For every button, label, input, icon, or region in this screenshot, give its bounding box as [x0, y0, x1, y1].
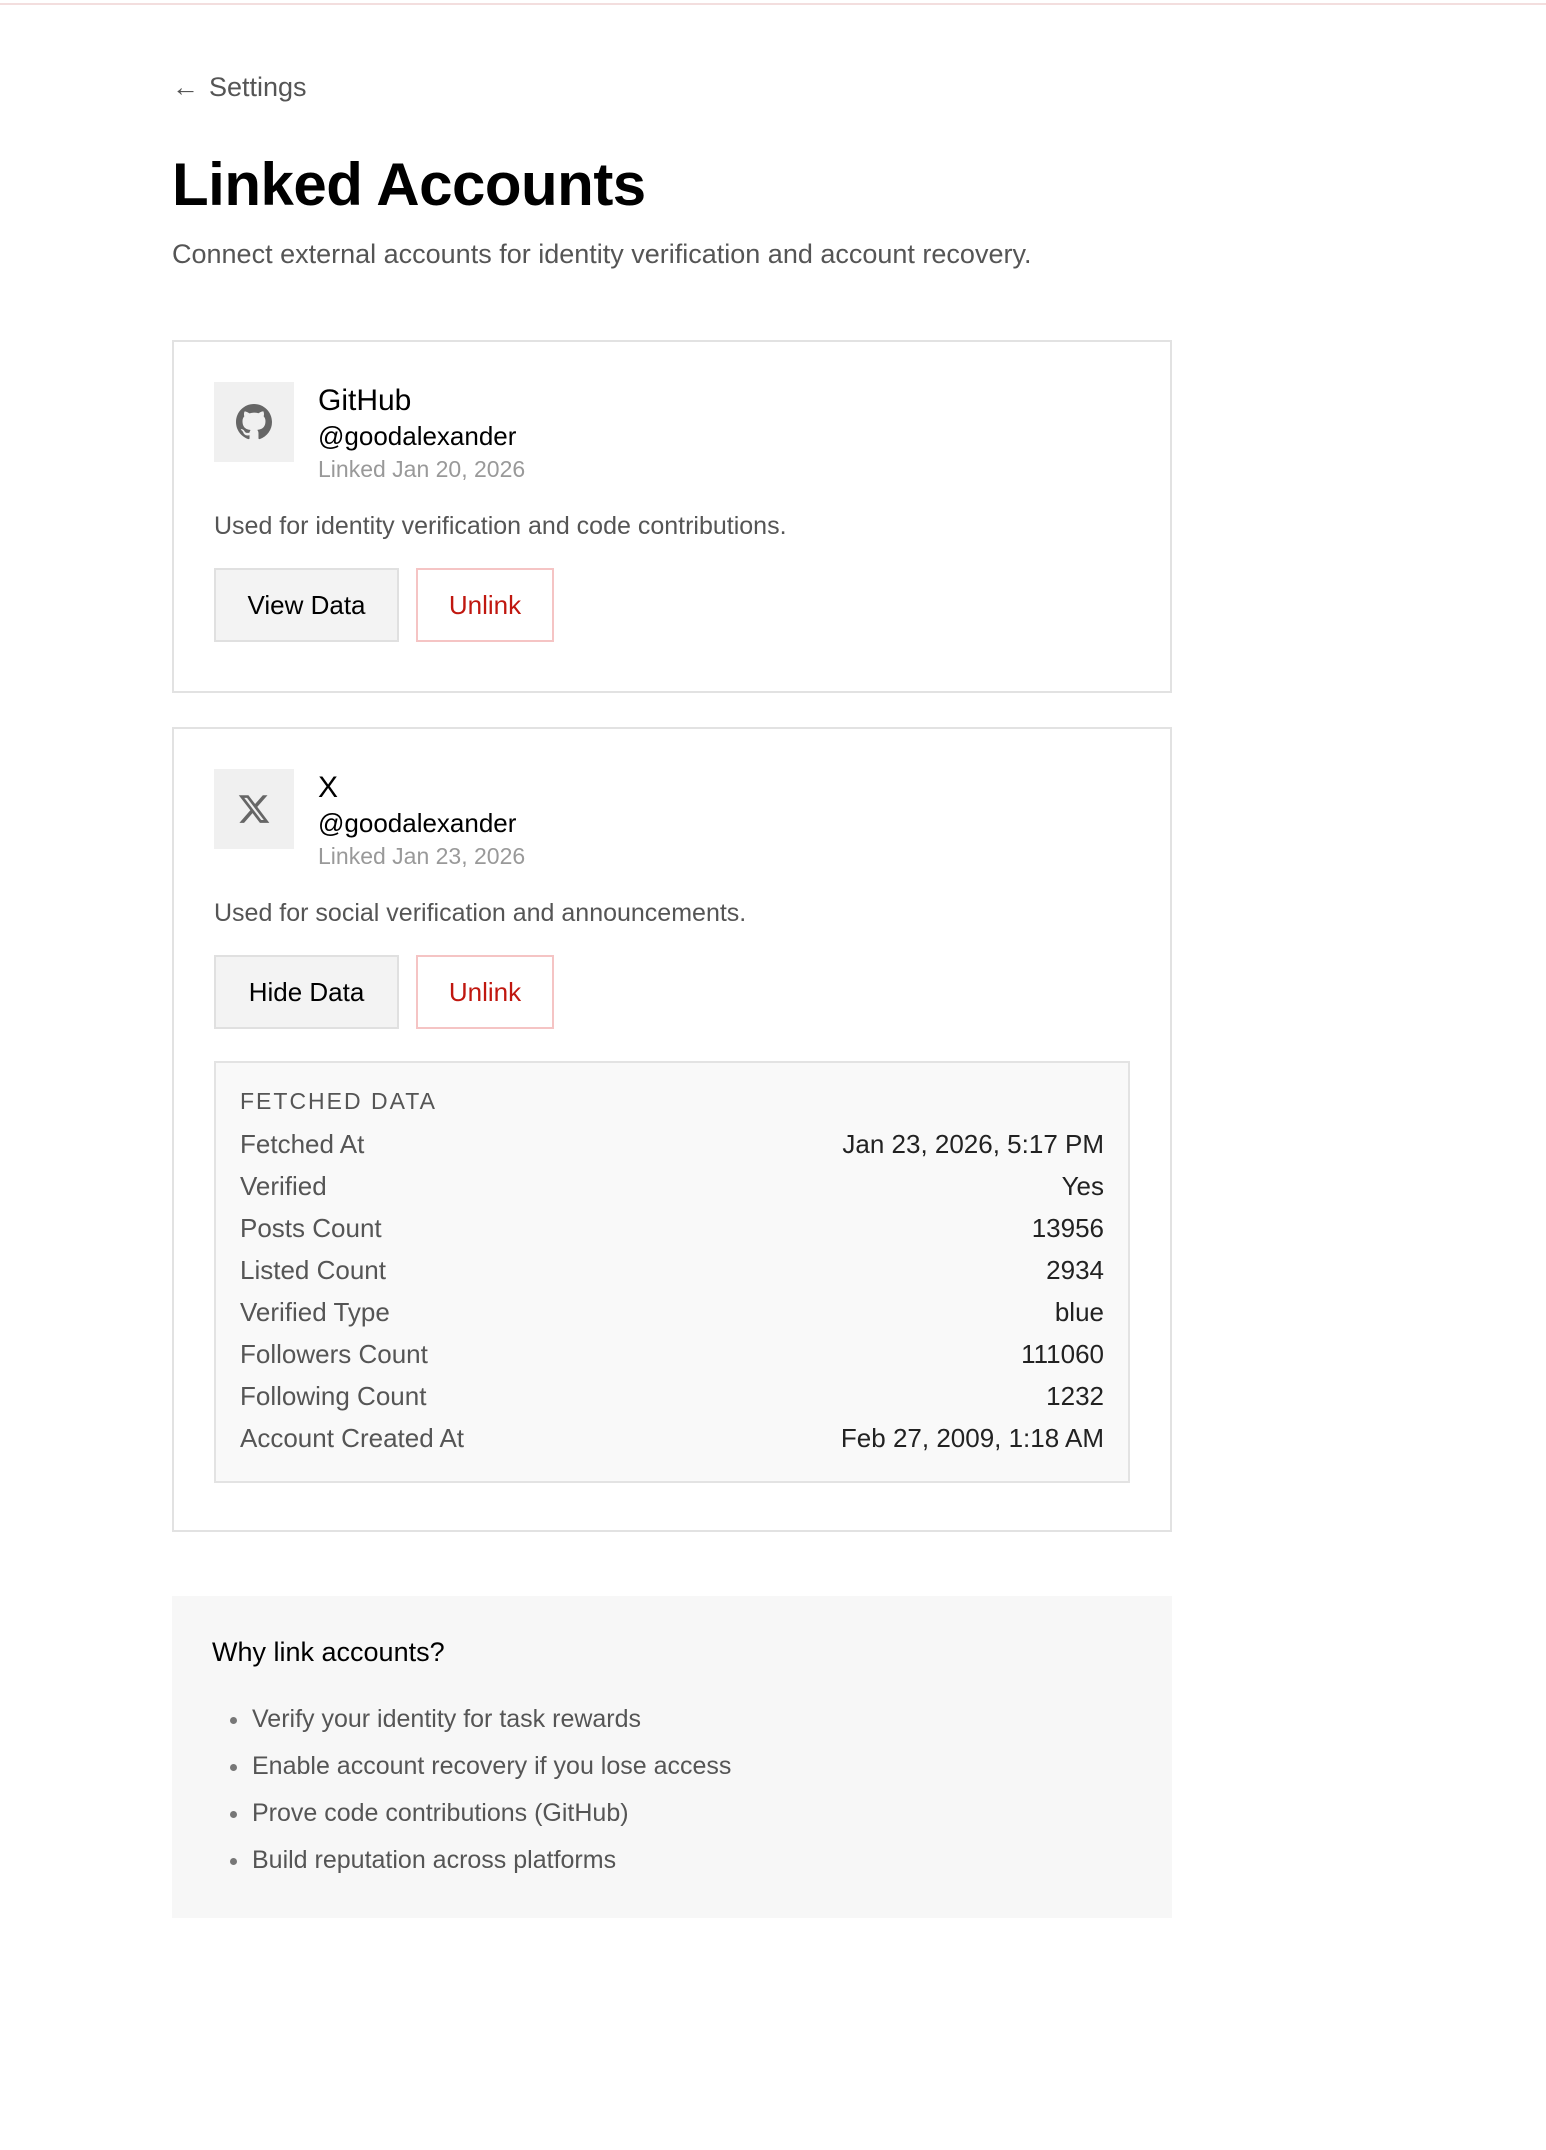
data-label: Fetched At — [240, 1129, 365, 1159]
unlink-button[interactable]: Unlink — [416, 955, 554, 1029]
back-label: Settings — [209, 72, 307, 102]
arrow-left-icon: ← — [172, 72, 199, 102]
data-row — [240, 1207, 1104, 1249]
data-value: 2934 — [1046, 1255, 1104, 1285]
page-title: Linked Accounts — [172, 151, 646, 218]
data-value: 13956 — [1031, 1213, 1104, 1243]
data-value: Jan 23, 2026, 5:17 PM — [842, 1129, 1104, 1159]
account-card-github — [172, 340, 1172, 693]
provider-name: GitHub — [318, 384, 412, 417]
data-label: Verified Type — [240, 1297, 390, 1327]
fetched-data-panel — [214, 1061, 1130, 1483]
data-row — [240, 1165, 1104, 1207]
x-icon — [214, 769, 294, 849]
hide-data-button[interactable]: Hide Data — [214, 955, 399, 1029]
data-row — [240, 1123, 1104, 1165]
account-description: Used for social verification and announcements. — [214, 899, 747, 927]
list-item: Build reputation across platforms — [212, 1837, 1132, 1884]
github-icon — [214, 382, 294, 462]
data-row — [240, 1249, 1104, 1291]
data-label: Followers Count — [240, 1339, 428, 1369]
data-label: Verified — [240, 1171, 327, 1201]
data-row — [240, 1375, 1104, 1417]
data-label: Following Count — [240, 1381, 427, 1411]
data-value: 111060 — [1021, 1339, 1104, 1369]
back-to-settings-link[interactable] — [172, 72, 307, 103]
data-row — [240, 1417, 1104, 1459]
list-item: Prove code contributions (GitHub) — [212, 1790, 1132, 1837]
data-value: blue — [1054, 1297, 1104, 1327]
data-value: Feb 27, 2009, 1:18 AM — [840, 1423, 1104, 1453]
data-row — [240, 1291, 1104, 1333]
account-handle: @goodalexander — [318, 808, 517, 838]
why-title: Why link accounts? — [212, 1637, 445, 1667]
data-value: Yes — [1061, 1171, 1104, 1201]
provider-name: X — [318, 771, 339, 804]
linked-date: Linked Jan 20, 2026 — [318, 456, 526, 482]
view-data-button[interactable]: View Data — [214, 568, 399, 642]
account-handle: @goodalexander — [318, 421, 517, 451]
account-description: Used for identity verification and code contributions. — [214, 512, 787, 540]
unlink-button[interactable]: Unlink — [416, 568, 554, 642]
data-label: Account Created At — [240, 1423, 465, 1453]
account-card-x — [172, 727, 1172, 1532]
page-subtitle: Connect external accounts for identity verification and account recovery. — [172, 239, 1032, 269]
top-border — [0, 3, 1546, 5]
data-label: Posts Count — [240, 1213, 382, 1243]
fetched-data-title: FETCHED DATA — [240, 1088, 437, 1114]
list-item: Enable account recovery if you lose access — [212, 1743, 1132, 1790]
data-value: 1232 — [1046, 1381, 1104, 1411]
data-row — [240, 1333, 1104, 1375]
list-item: Verify your identity for task rewards — [212, 1696, 1132, 1743]
data-label: Listed Count — [240, 1255, 386, 1285]
linked-date: Linked Jan 23, 2026 — [318, 843, 526, 869]
why-link-info-box — [172, 1596, 1172, 1918]
